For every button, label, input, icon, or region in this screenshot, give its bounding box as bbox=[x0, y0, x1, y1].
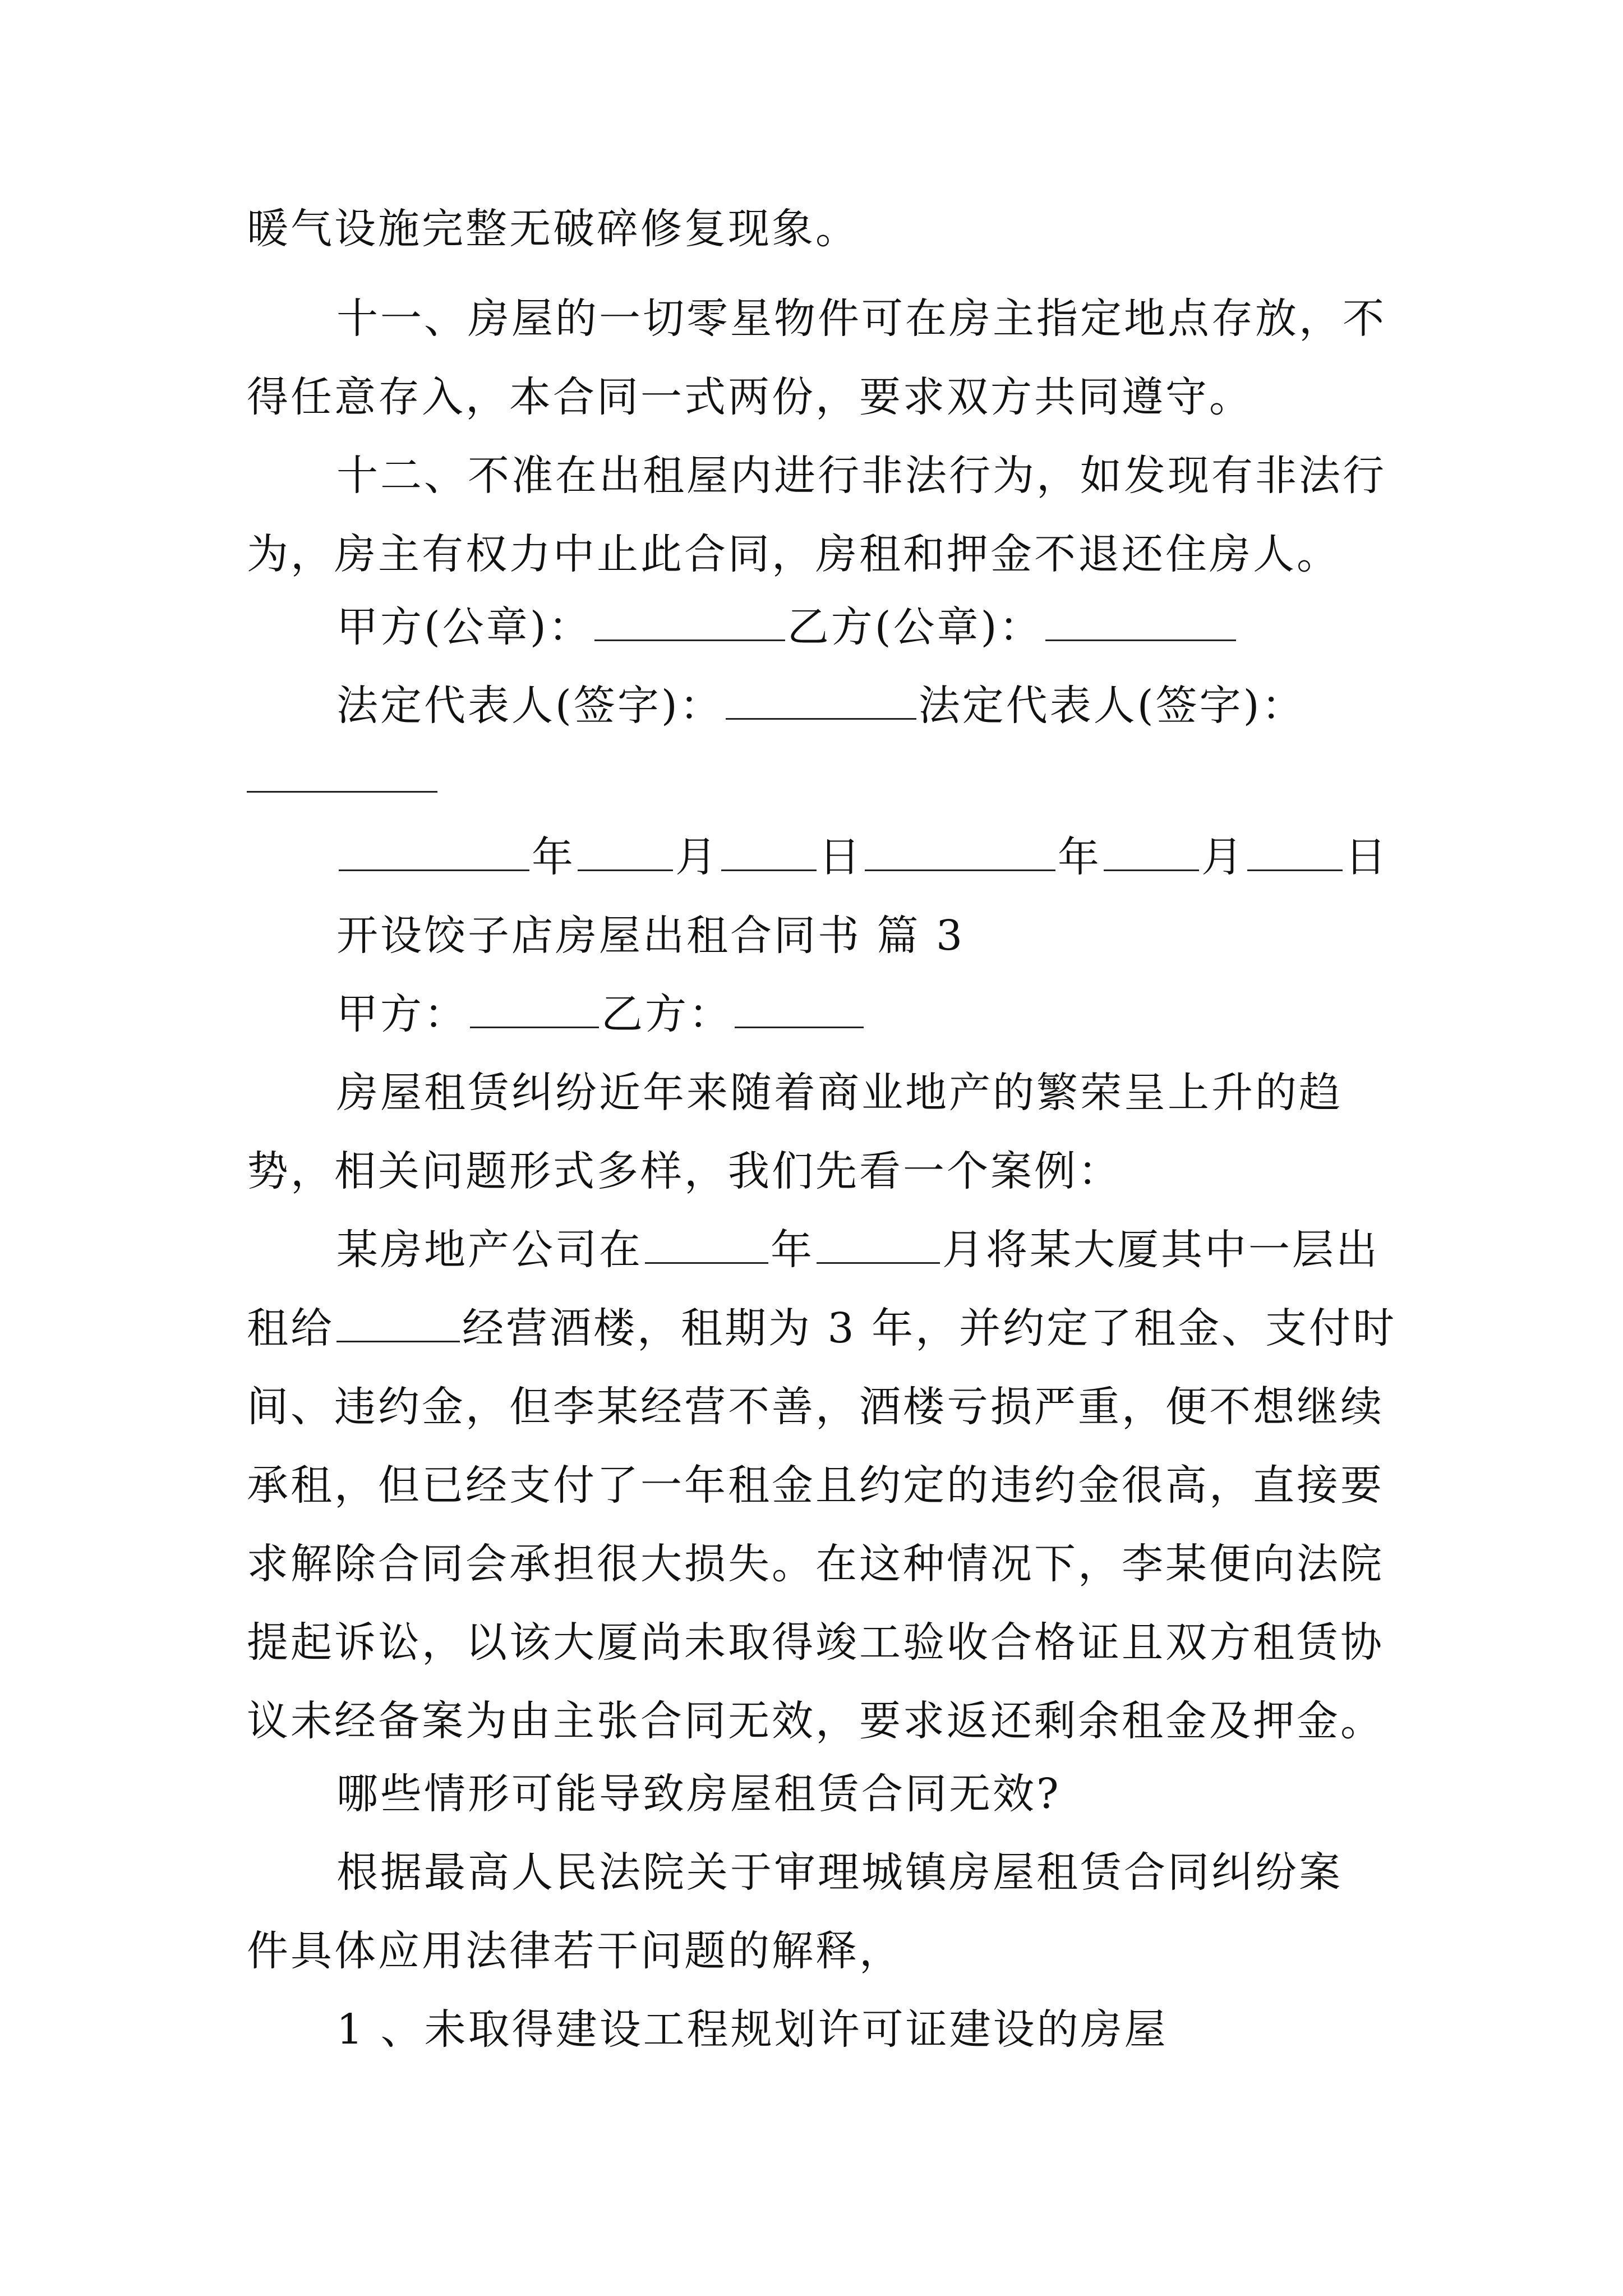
party-b-rep-blank-line bbox=[247, 751, 440, 807]
party-b-rep-label: 法定代表人(签字)： bbox=[918, 682, 1306, 730]
year-label-a: 年 bbox=[532, 833, 575, 881]
section-title: 开设饺子店房屋出租合同书 篇 3 bbox=[336, 912, 965, 960]
party-b-seal-blank bbox=[1045, 605, 1236, 641]
paragraph-2-line-5: 求解除合同会承担很大损失。在这种情况下，李某便向法院 bbox=[247, 1540, 1384, 1588]
party-a-seal-label: 甲方(公章)： bbox=[336, 603, 592, 651]
list-item-1: 1 、未取得建设工程规划许可证建设的房屋 bbox=[336, 2005, 1168, 2054]
month-label-b: 月 bbox=[1201, 833, 1245, 881]
month-blank-b bbox=[1104, 835, 1199, 871]
year-blank-b bbox=[865, 835, 1055, 871]
paragraph-2-line-7: 议未经备案为由主张合同无效，要求返还剩余租金及押金。 bbox=[247, 1697, 1384, 1745]
month-label-a: 月 bbox=[675, 833, 719, 881]
party-b-seal-label: 乙方(公章)： bbox=[787, 603, 1043, 651]
paragraph-3-line-1: 根据最高人民法院关于审理城镇房屋租赁合同纠纷案 bbox=[336, 1848, 1343, 1897]
case-text: 某房地产公司在 bbox=[336, 1226, 643, 1274]
case-text: 月将某大厦其中一层出 bbox=[942, 1226, 1380, 1274]
paragraph-2-line-1 bbox=[336, 1222, 1380, 1278]
tenant-blank bbox=[336, 1306, 460, 1342]
paragraph-1-line-2: 势，相关问题形式多样，我们先看一个案例： bbox=[247, 1147, 1122, 1195]
question-line: 哪些情形可能导致房屋租赁合同无效? bbox=[336, 1770, 1061, 1818]
party-a-rep-blank bbox=[726, 683, 916, 720]
signature-seal-line bbox=[336, 599, 1238, 655]
paragraph-2-line-6: 提起诉讼，以该大厦尚未取得竣工验收合格证且双方租赁协 bbox=[247, 1618, 1384, 1667]
party-b-blank bbox=[735, 992, 864, 1028]
day-blank-b bbox=[1247, 835, 1343, 871]
case-text: 租给 bbox=[247, 1304, 334, 1352]
clause-12-line-1: 十二、不准在出租屋内进行非法行为，如发现有非法行 bbox=[336, 452, 1386, 500]
case-text: 经营酒楼，租期为 3 年，并约定了租金、支付时 bbox=[462, 1304, 1397, 1352]
party-a-rep-label: 法定代表人(签字)： bbox=[336, 682, 723, 730]
paragraph-2-line-3: 间、违约金，但李某经营不善，酒楼亏损严重，便不想继续 bbox=[247, 1383, 1384, 1431]
parties-line bbox=[336, 986, 866, 1042]
representative-signature-line bbox=[336, 678, 1306, 734]
year-blank-a bbox=[339, 835, 529, 871]
day-label-a: 日 bbox=[819, 833, 863, 881]
party-b-label: 乙方： bbox=[601, 990, 732, 1038]
case-year-blank bbox=[645, 1227, 768, 1264]
paragraph-1-line-1: 房屋租赁纠纷近年来随着商业地产的繁荣呈上升的趋 bbox=[336, 1069, 1343, 1117]
paragraph-3-line-2: 件具体应用法律若干问题的解释， bbox=[247, 1927, 903, 1975]
case-year-label: 年 bbox=[771, 1226, 814, 1274]
paragraph-2-line-2 bbox=[247, 1300, 1396, 1356]
paragraph-line: 暖气设施完整无破碎修复现象。 bbox=[247, 205, 859, 253]
clause-11-line-1: 十一、房屋的一切零星物件可在房主指定地点存放，不 bbox=[336, 295, 1386, 343]
day-label-b: 日 bbox=[1345, 833, 1389, 881]
party-a-blank bbox=[470, 992, 599, 1028]
month-blank-a bbox=[578, 835, 673, 871]
party-a-seal-blank bbox=[594, 605, 785, 641]
date-line bbox=[336, 829, 1389, 885]
party-a-label: 甲方： bbox=[336, 990, 468, 1038]
clause-11-line-2: 得任意存入，本合同一式两份，要求双方共同遵守。 bbox=[247, 373, 1253, 421]
paragraph-2-line-4: 承租，但已经支付了一年租金且约定的违约金很高，直接要 bbox=[247, 1461, 1384, 1510]
clause-12-line-2: 为，房主有权力中止此合同，房租和押金不退还住房人。 bbox=[247, 530, 1340, 578]
case-month-blank bbox=[817, 1227, 940, 1264]
year-label-b: 年 bbox=[1058, 833, 1101, 881]
party-b-rep-blank bbox=[247, 756, 437, 793]
day-blank-a bbox=[721, 835, 817, 871]
